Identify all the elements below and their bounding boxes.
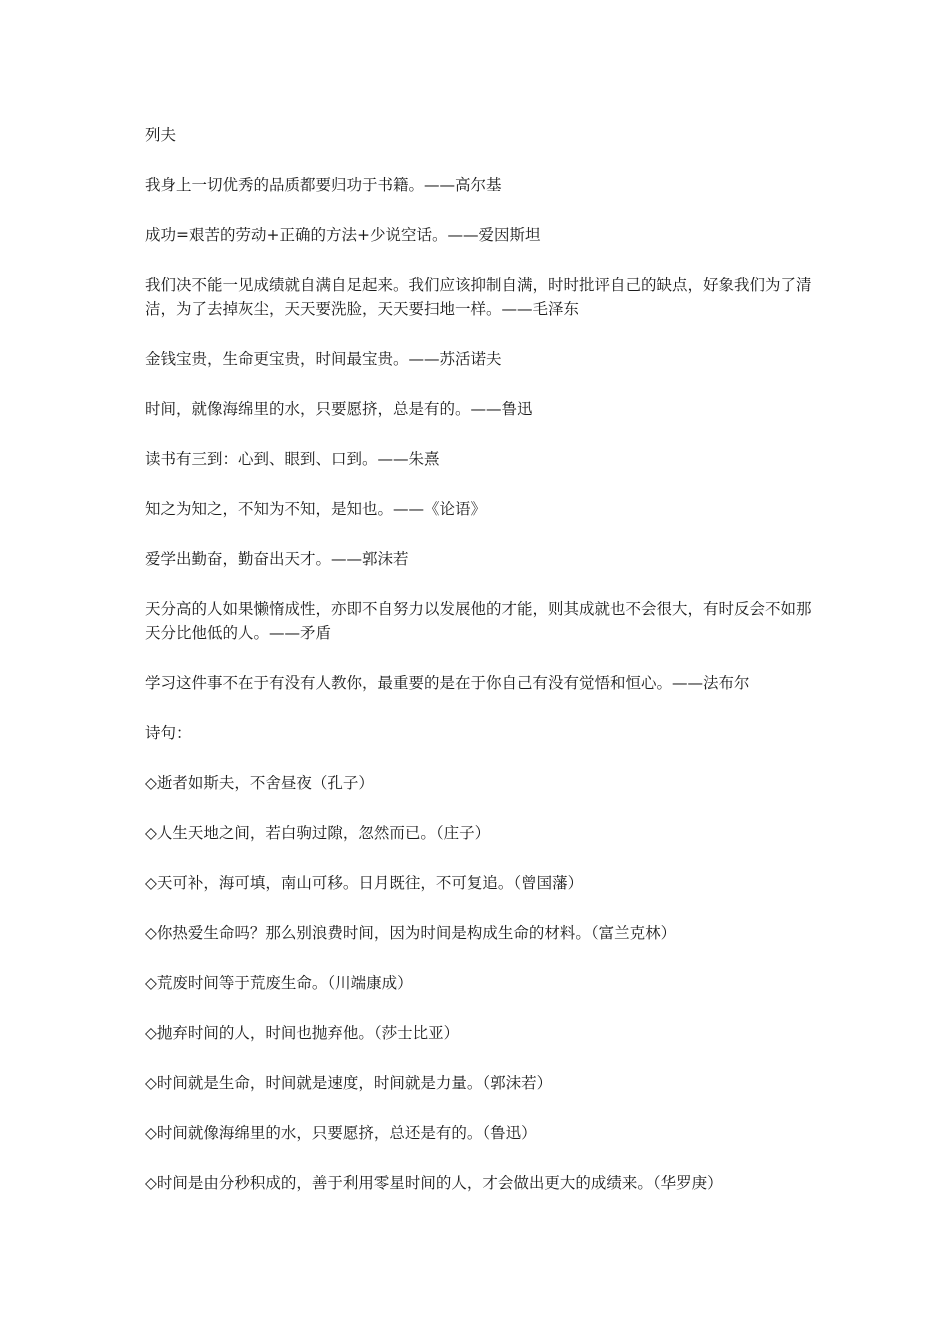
paragraph: 列夫	[145, 126, 177, 144]
poem-line: ◇你热爱生命吗？那么别浪费时间，因为时间是构成生命的材料。（富兰克林）	[145, 924, 677, 942]
poem-line: ◇荒废时间等于荒废生命。（川端康成）	[145, 974, 413, 992]
quote-paragraph: 爱学出勤奋，勤奋出天才。——郭沫若	[145, 550, 409, 568]
poem-line: ◇抛弃时间的人，时间也抛弃他。（莎士比亚）	[145, 1024, 460, 1042]
quote-paragraph: 成功=艰苦的劳动+正确的方法+少说空话。——爱因斯坦	[145, 226, 541, 244]
quote-paragraph: 我身上一切优秀的品质都要归功于书籍。——高尔基	[145, 176, 502, 194]
poem-line: ◇逝者如斯夫，不舍昼夜（孔子）	[145, 774, 374, 792]
poem-line: ◇人生天地之间，若白驹过隙，忽然而已。（庄子）	[145, 824, 491, 842]
poem-line: ◇时间是由分秒积成的，善于利用零星时间的人，才会做出更大的成绩来。（华罗庚）	[145, 1174, 723, 1192]
poem-line: ◇时间就是生命，时间就是速度，时间就是力量。（郭沫若）	[145, 1074, 553, 1092]
quote-paragraph: 我们决不能一见成绩就自满自足起来。我们应该抑制自满，时时批评自己的缺点，好象我们为了清洁，为了去掉灰尘，天天要洗脸，天天要扫地一样。——毛泽东	[145, 276, 812, 318]
document-body	[145, 123, 820, 1221]
poem-line: ◇时间就像海绵里的水，只要愿挤，总还是有的。（鲁迅）	[145, 1124, 537, 1142]
quote-paragraph: 金钱宝贵，生命更宝贵，时间最宝贵。——苏活诺夫	[145, 350, 502, 368]
poem-line: ◇天可补，海可填，南山可移。日月既往，不可复追。（曾国藩）	[145, 874, 584, 892]
quote-paragraph: 读书有三到：心到、眼到、口到。——朱熹	[145, 450, 440, 468]
quote-paragraph: 时间，就像海绵里的水，只要愿挤，总是有的。——鲁迅	[145, 400, 533, 418]
quote-paragraph: 学习这件事不在于有没有人教你，最重要的是在于你自己有没有觉悟和恒心。——法布尔	[145, 674, 750, 692]
quote-paragraph: 天分高的人如果懒惰成性，亦即不自努力以发展他的才能，则其成就也不会很大，有时反会不如那天分比他低的人。——矛盾	[145, 600, 812, 642]
section-heading: 诗句：	[145, 724, 192, 742]
quote-paragraph: 知之为知之，不知为不知，是知也。——《论语》	[145, 500, 487, 518]
